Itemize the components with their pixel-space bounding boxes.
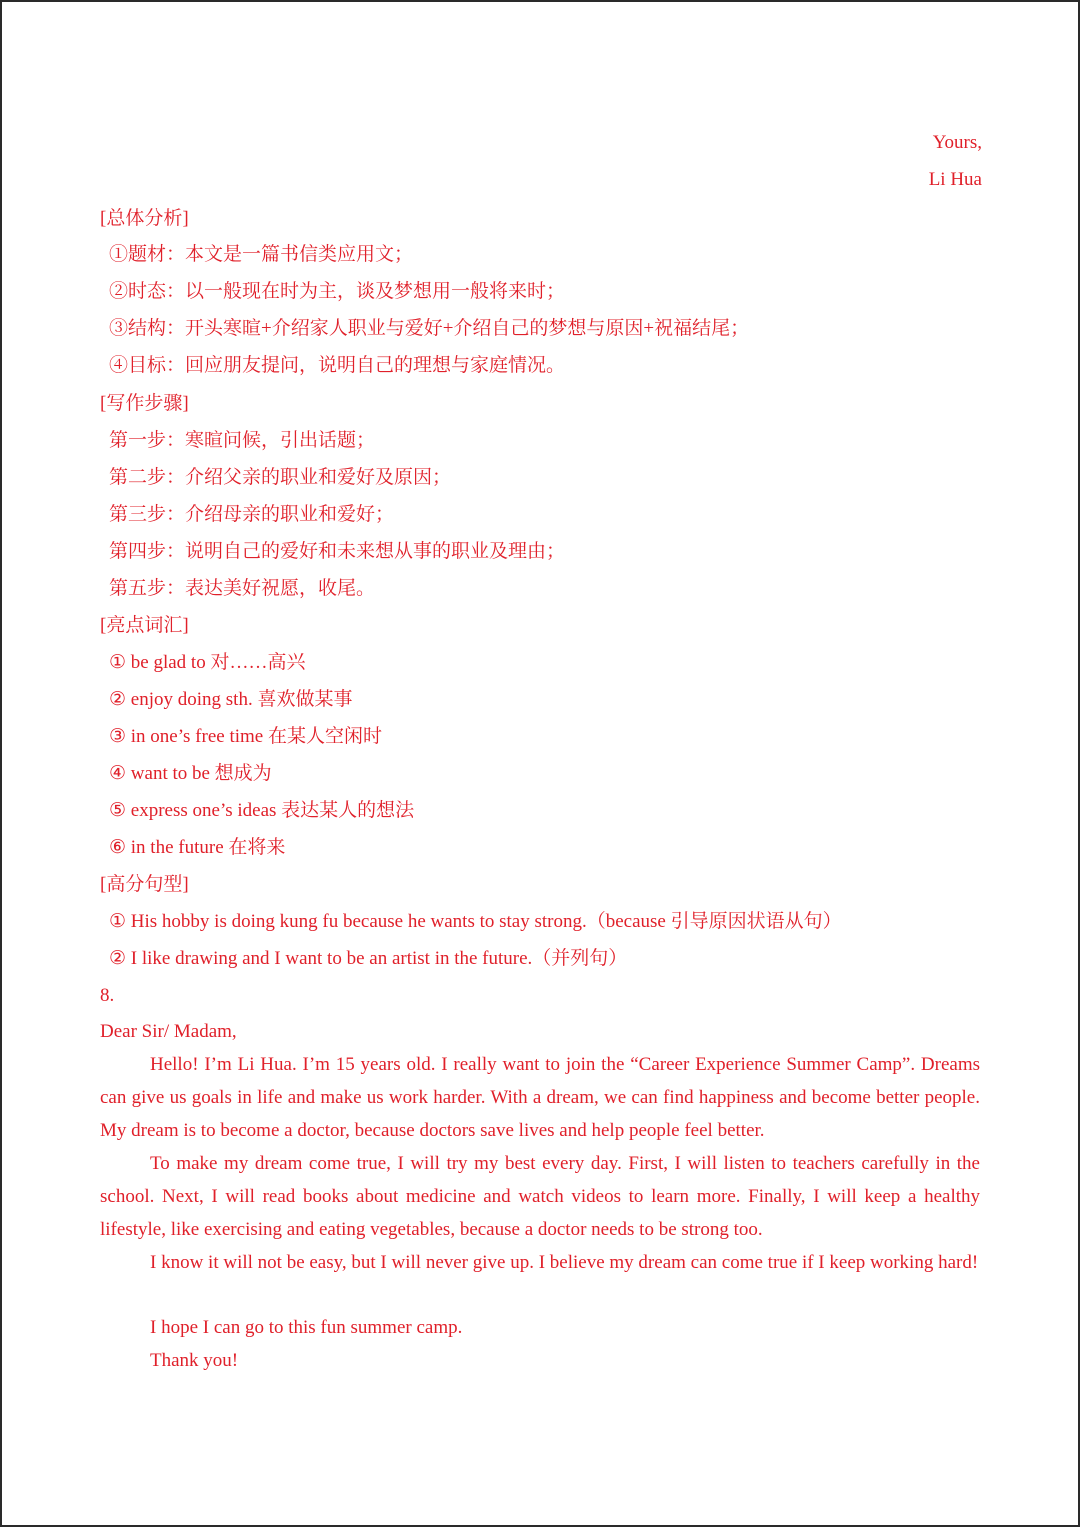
- letter-paragraph: To make my dream come true, I will try my best every day. First, I will listen to teachers carefully in the school. Next, I will read books about medicine and watch videos to learn more. Finally, I will keep a healthy lifestyle, like exercising and eating vegetables, because a doctor needs to be strong too.: [100, 1153, 980, 1240]
- analysis-item: ③结构：开头寒暄+介绍家人职业与爱好+介绍自己的梦想与原因+祝福结尾；: [109, 318, 750, 339]
- analysis-item: ④目标：回应朋友提问，说明自己的理想与家庭情况。: [109, 355, 566, 376]
- question-number: 8.: [100, 985, 115, 1006]
- vocab-heading: [亮点词汇]: [100, 615, 189, 636]
- sentence-item: ① His hobby is doing kung fu because he wants to stay strong.（because 引导原因状语从句）: [109, 911, 842, 932]
- vocab-item: ① be glad to 对……高兴: [109, 652, 306, 673]
- letter-closing-line: Thank you!: [150, 1350, 239, 1371]
- letter-closing-line: I hope I can go to this fun summer camp.: [150, 1317, 463, 1338]
- letter-greeting: Dear Sir/ Madam,: [100, 1021, 237, 1042]
- step-item: 第二步：介绍父亲的职业和爱好及原因；: [109, 467, 452, 488]
- sentence-item: ② I like drawing and I want to be an artist in the future.（并列句）: [109, 948, 628, 969]
- vocab-item: ⑤ express one’s ideas 表达某人的想法: [109, 800, 415, 821]
- steps-heading: [写作步骤]: [100, 393, 189, 414]
- letter-paragraph: I know it will not be easy, but I will never give up. I believe my dream can come true if I keep working hard!: [150, 1252, 979, 1273]
- letter-paragraph: Hello! I’m Li Hua. I’m 15 years old. I really want to join the “Career Experience Summer Camp”. Dreams can give us goals in life and make us work harder. With a dream, we can find happiness and become better people. My dream is to become a doctor, because doctors save lives and help people feel better.: [100, 1054, 980, 1141]
- step-item: 第一步：寒暄问候，引出话题；: [109, 430, 376, 451]
- step-item: 第五步：表达美好祝愿，收尾。: [109, 578, 376, 599]
- analysis-item: ②时态：以一般现在时为主，谈及梦想用一般将来时；: [109, 281, 566, 302]
- closing-yours: Yours,: [932, 132, 982, 153]
- closing-signature: Li Hua: [928, 169, 982, 190]
- vocab-item: ⑥ in the future 在将来: [109, 837, 286, 858]
- analysis-item: ①题材：本文是一篇书信类应用文；: [109, 244, 414, 265]
- vocab-item: ④ want to be 想成为: [109, 763, 272, 784]
- sentences-heading: [高分句型]: [100, 874, 189, 895]
- analysis-heading: [总体分析]: [100, 208, 189, 229]
- step-item: 第四步：说明自己的爱好和未来想从事的职业及理由；: [109, 541, 566, 562]
- vocab-item: ② enjoy doing sth. 喜欢做某事: [109, 689, 353, 710]
- vocab-item: ③ in one’s free time 在某人空闲时: [109, 726, 382, 747]
- step-item: 第三步：介绍母亲的职业和爱好；: [109, 504, 395, 525]
